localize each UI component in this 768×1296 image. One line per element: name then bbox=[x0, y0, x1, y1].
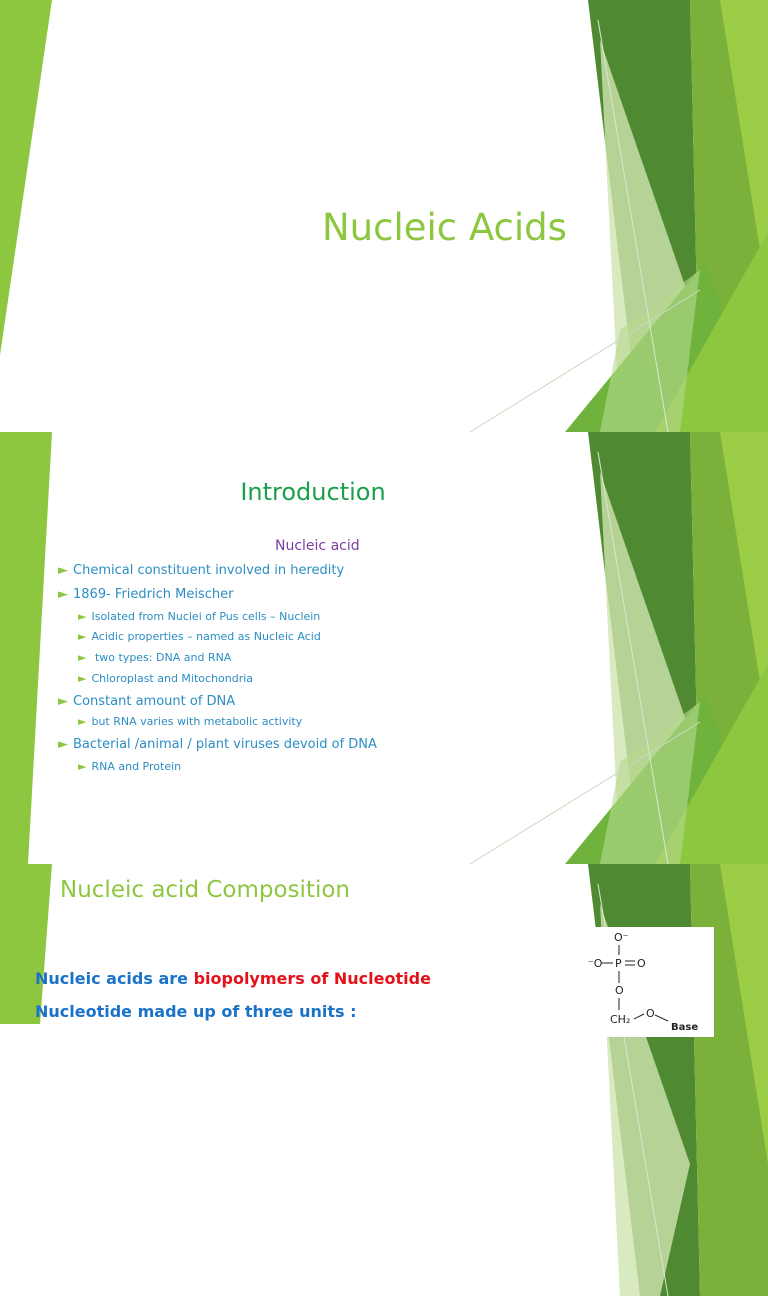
sub-bullet-item: ► two types: DNA and RNA bbox=[78, 651, 232, 664]
highlight-text: biopolymers of Nucleotide bbox=[193, 969, 431, 988]
subheading: Nucleic acid bbox=[275, 538, 360, 554]
triangle-bullet-icon: ► bbox=[78, 610, 87, 623]
slide-composition bbox=[0, 864, 768, 1033]
o-ring: O bbox=[646, 1007, 655, 1020]
slide-title-text: Nucleic Acids bbox=[322, 206, 567, 249]
triangle-bullet-icon: ► bbox=[58, 563, 68, 578]
bullet-item: ► Constant amount of DNA bbox=[58, 694, 236, 709]
bullet-item: ► Chemical constituent involved in heredity bbox=[58, 563, 345, 578]
bullet-item: ► Bacterial /animal / plant viruses devoid of DNA bbox=[58, 737, 377, 752]
triangle-bullet-icon: ► bbox=[58, 587, 68, 602]
o-minus-top: O⁻ bbox=[614, 931, 629, 944]
base-label: Base bbox=[671, 1022, 699, 1033]
bullet-item: ► 1869- Friedrich Meischer bbox=[58, 587, 234, 602]
o-minus-left: ⁻O bbox=[588, 957, 603, 970]
triangle-bullet-icon: ► bbox=[78, 651, 87, 664]
sub-bullet-item: ► Isolated from Nuclei of Pus cells – Nuclein bbox=[78, 610, 321, 623]
triangle-bullet-icon: ► bbox=[58, 694, 68, 709]
o-right: O bbox=[637, 957, 646, 970]
sub-bullet-item: ► Chloroplast and Mitochondria bbox=[78, 672, 254, 685]
sub-bullet-item: ► but RNA varies with metabolic activity bbox=[78, 715, 303, 728]
phosphate-structure-diagram bbox=[582, 927, 714, 1037]
triangle-bullet-icon: ► bbox=[78, 672, 87, 685]
sub-bullet-item: ► Acidic properties – named as Nucleic Acid bbox=[78, 630, 321, 643]
triangle-bullet-icon: ► bbox=[78, 715, 87, 728]
ch2-group: CH₂ bbox=[610, 1013, 631, 1026]
definition-line: Nucleic acids are biopolymers of Nucleotide bbox=[35, 969, 431, 988]
triangle-bullet-icon: ► bbox=[58, 737, 68, 752]
sub-bullet-item: ► RNA and Protein bbox=[78, 760, 182, 773]
units-line: Nucleotide made up of three units : bbox=[35, 1002, 357, 1021]
o-bottom: O bbox=[615, 984, 624, 997]
slide-introduction bbox=[0, 432, 768, 864]
triangle-bullet-icon: ► bbox=[78, 760, 87, 773]
triangle-bullet-icon: ► bbox=[78, 630, 87, 643]
slide-heading: Nucleic acid Composition bbox=[60, 877, 350, 903]
slide-heading: Introduction bbox=[240, 478, 386, 506]
slide-title bbox=[0, 0, 768, 432]
phosphorus-atom: P bbox=[615, 957, 622, 970]
